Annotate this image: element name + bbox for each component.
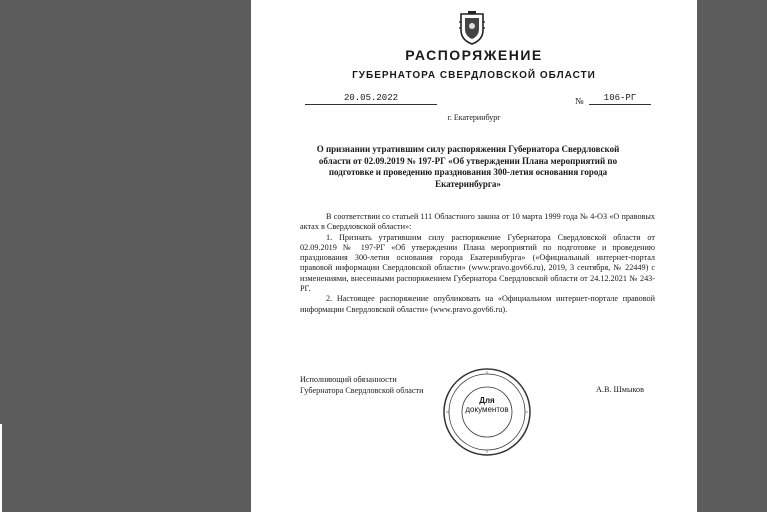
signatory-name: А.В. Шмыков: [596, 385, 644, 394]
document-body: [300, 212, 655, 315]
body-paragraph: 2. Настоящее распоряжение опубликовать на «Официальном интернет-портале правовой информации Свердловской области» (www.pravo.gov66.ru).: [300, 294, 655, 314]
coat-of-arms-icon: [457, 10, 487, 46]
signatory-position-line: Губернатора Свердловской области: [300, 386, 424, 395]
body-paragraph: В соответствии со статьей 111 Областного закона от 10 марта 1999 года № 4-ОЗ «О правовых актах в Свердловской области»:: [300, 212, 655, 232]
left-edge-marker: [0, 424, 2, 512]
document-page: [251, 0, 697, 512]
official-stamp: [441, 366, 533, 458]
document-city: г. Екатеринбург: [447, 113, 501, 122]
issuer-heading: ГУБЕРНАТОРА СВЕРДЛОВСКОЙ ОБЛАСТИ: [352, 70, 596, 81]
signatory-position: [300, 374, 423, 396]
document-date: 20.05.2022: [305, 93, 437, 105]
document-type-heading: РАСПОРЯЖЕНИЕ: [405, 47, 543, 63]
stamp-text-line: Для: [479, 396, 495, 405]
signatory-position-line: Исполняющий обязанности: [300, 375, 397, 384]
stamp-text-line: документов: [465, 405, 509, 414]
document-number: 106-РГ: [589, 93, 651, 105]
document-title: О признании утратившим силу распоряжения Губернатора Свердловской области от 02.09.2019 № 197-РГ «Об утверждении Плана мероприятий по подготовке и проведению празднования 300-летия основания города Екатеринбурга»: [316, 144, 620, 189]
number-sign: №: [575, 96, 584, 106]
stamp-text: [441, 396, 533, 414]
body-paragraph: 1. Признать утратившим силу распоряжение Губернатора Свердловской области от 02.09.2019 № 197-РГ «Об утверждении Плана мероприятий по подготовке и проведению празднования 300-летия основания города Екатеринбурга» («Официальный интернет-портал правовой информации Свердловской области» (www.pravo.gov66.ru), 2019, 3 сентября, № 22449) с изменениями, внесенными распоряжением Губернатора Свердловской области от 24.12.2021 № 243-РГ.: [300, 232, 655, 294]
